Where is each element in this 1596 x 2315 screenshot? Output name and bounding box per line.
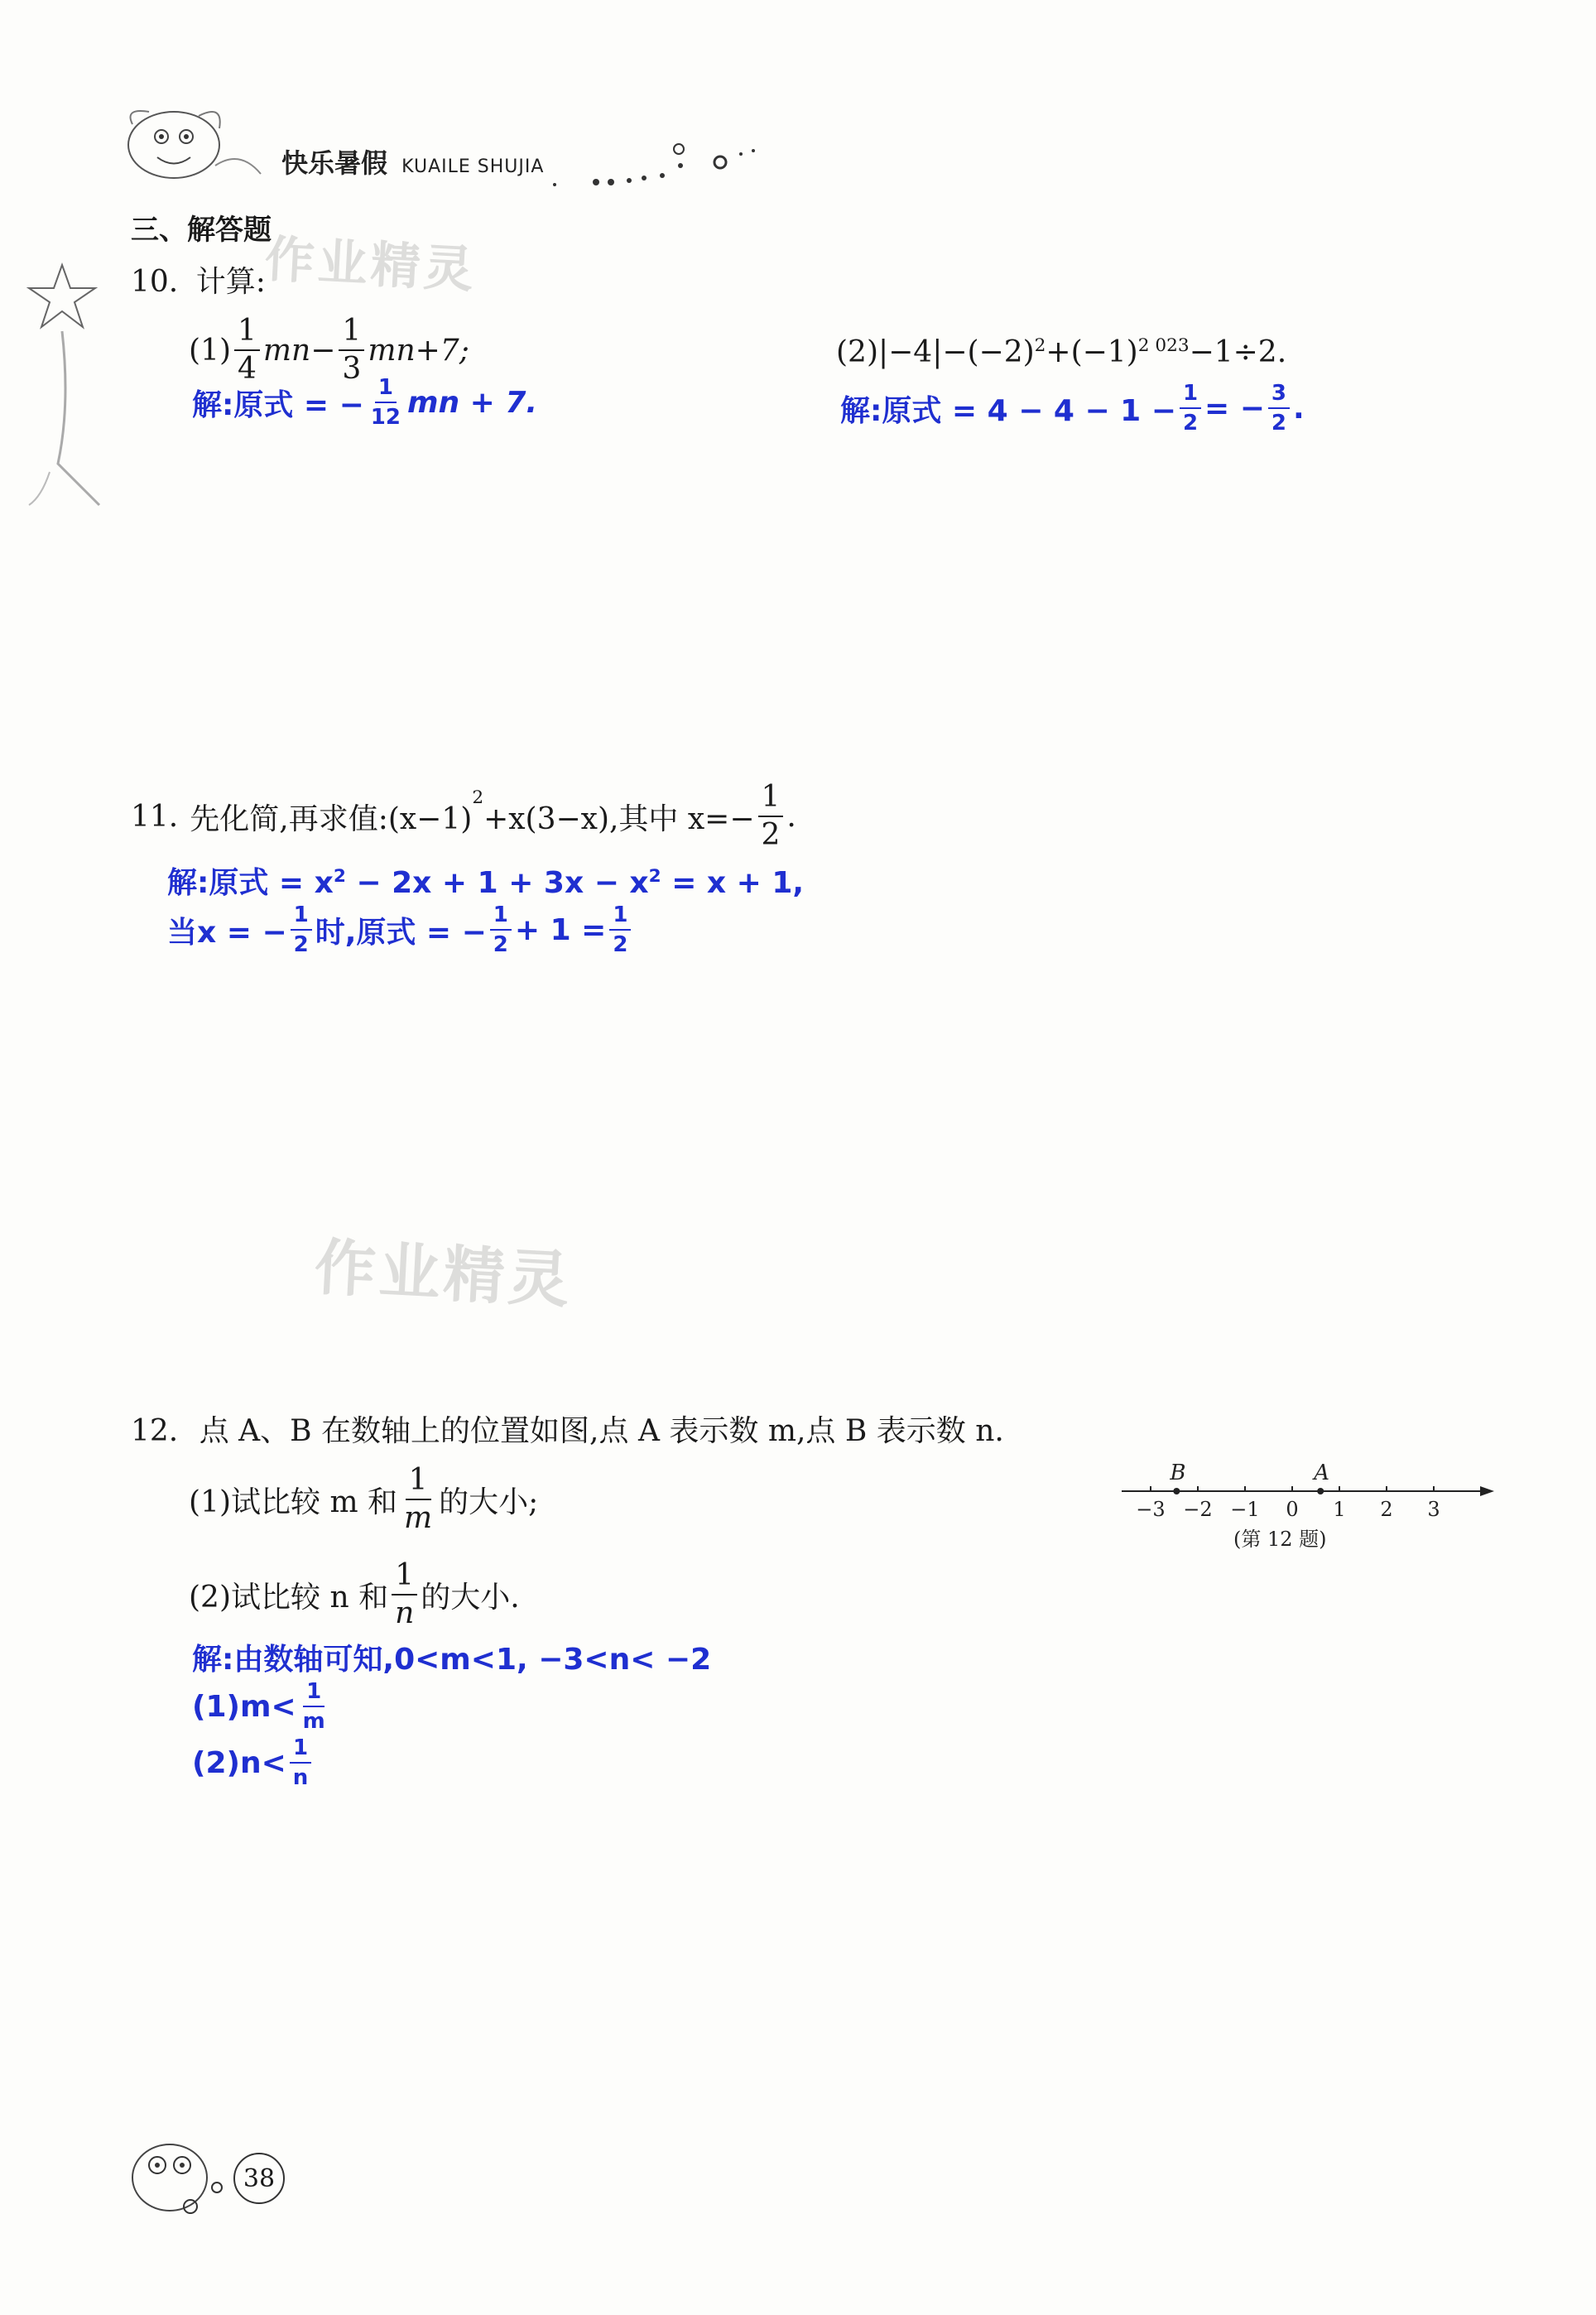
q10-p1-answer [192, 377, 537, 428]
q11-ans-l1-b: − 2x + 1 + 3x − x [345, 866, 649, 900]
tick-label: 3 [1427, 1498, 1440, 1521]
q10-number: 10. [131, 265, 179, 299]
q11-answer-line2 [167, 904, 634, 955]
q12-prompt [131, 1408, 1004, 1450]
q10-heading [131, 258, 266, 301]
header-mascot-icon [116, 99, 265, 194]
q11-answer-line1 [167, 859, 804, 902]
q12-number: 12. [131, 1414, 179, 1448]
tick-label: 2 [1380, 1498, 1393, 1521]
page-number [233, 2153, 285, 2204]
section-title: 三、解答题 [131, 214, 272, 247]
q12-p1-b: 的大小; [439, 1485, 539, 1519]
q10-p1-rest: mn+7; [368, 333, 469, 368]
q11-ans-exp2: 2 [648, 866, 661, 887]
header-title [281, 142, 544, 180]
q11-ans-exp1: 2 [333, 866, 346, 887]
q11-ans-l2-frac3: $\frac{1}{2}$ [609, 904, 631, 955]
q12-answer-line1: 解:由数轴可知,0<m<1, −3<n< −2 [192, 1643, 712, 1677]
q12-ans-p2-frac: $\frac{1}{n}$ [290, 1737, 312, 1788]
q10-p1-frac-a: $\frac{1}{4}$ [234, 316, 260, 384]
star-decoration-icon [25, 257, 108, 522]
header-title-en: KUAILE SHUJIA [401, 156, 545, 177]
watermark-middle: 作业精灵 [312, 1231, 574, 1317]
q11-ans-l1-c: = x + 1, [661, 866, 805, 900]
q10-p2-exp1: 2 [1034, 335, 1046, 356]
tick-label: −1 [1230, 1498, 1260, 1521]
label-A: A [1314, 1461, 1329, 1485]
q12-ans-p1: (1)m< [192, 1689, 296, 1724]
q11-ans-l2-b: 时,原式 = − [315, 915, 487, 950]
tick-label: −2 [1183, 1498, 1213, 1521]
q11-exp: 2 [472, 787, 484, 808]
q12-answer-part1 [192, 1681, 332, 1732]
tick-label: −3 [1136, 1498, 1166, 1521]
header-dots-decoration [546, 139, 778, 189]
page-number-text: 38 [243, 2163, 276, 2193]
q10-p2-exp2: 2 023 [1137, 335, 1190, 356]
q12-ans-p1-frac: $\frac{1}{m}$ [302, 1679, 325, 1734]
q12-p2-b: 的大小. [421, 1580, 520, 1615]
q12-p2-frac: $\frac{1}{n}$ [392, 1561, 417, 1629]
figure-caption: (第 12 题) [1233, 1528, 1327, 1551]
tick-label: 0 [1286, 1498, 1299, 1521]
q10-p2-answer-frac2: $\frac{3}{2}$ [1268, 383, 1290, 434]
q11-frac: $\frac{1}{2}$ [758, 782, 784, 850]
q10-p2-end: −1÷2. [1189, 335, 1287, 369]
q11-ans-l2-frac1: $\frac{1}{2}$ [291, 904, 312, 955]
q10-p2-label: (2) [836, 335, 878, 369]
header-title-cn: 快乐暑假 [281, 147, 388, 179]
q11-prompt-rest: +x(3−x),其中 x=− [483, 801, 755, 836]
q10-p1-label: (1) [189, 333, 231, 368]
q12-p1-frac: $\frac{1}{m}$ [404, 1463, 433, 1535]
q12-prompt-text: 点 A、B 在数轴上的位置如图,点 A 表示数 m,点 B 表示数 n. [199, 1414, 1004, 1448]
q11-number: 11. [131, 799, 179, 834]
q10-part2 [836, 335, 1286, 369]
number-line-arrow [1480, 1486, 1494, 1496]
q11-ans-l2-a: 当x = − [167, 915, 287, 950]
q10-p2-answer-end: . [1293, 391, 1305, 426]
label-B: B [1170, 1461, 1186, 1485]
footer-mascot-icon [124, 2128, 232, 2227]
q12-part2 [189, 1558, 520, 1630]
q10-p1-var1: mn [262, 333, 311, 368]
q10-p1-minus: − [310, 333, 336, 368]
q11-prompt-end: . [786, 799, 796, 834]
q12-answer-part2 [192, 1737, 315, 1788]
q12-part1 [189, 1463, 539, 1535]
q10-p2-answer-frac1: $\frac{1}{2}$ [1180, 383, 1201, 434]
q11-ans-l2-c: + 1 = [514, 912, 607, 947]
q10-p1-answer-suffix: mn + 7. [406, 385, 538, 420]
q10-p2-answer-prefix: 解:原式 = 4 − 4 − 1 − [840, 393, 1176, 428]
watermark-top: 作业精灵 [263, 230, 478, 300]
q10-p2-answer [840, 383, 1305, 434]
q10-p2-expr: |−4|−(−2) [878, 335, 1035, 369]
q12-p2-a: (2)试比较 n 和 [189, 1580, 389, 1615]
q10-p1-answer-prefix: 解:原式 = − [192, 387, 364, 422]
q10-p1-answer-frac: $\frac{1}{12}$ [370, 375, 401, 430]
q11-prompt-text: 先化简,再求值:(x−1) [190, 801, 473, 836]
point-A [1317, 1488, 1324, 1494]
q10-p1-frac-b: $\frac{1}{3}$ [339, 316, 364, 384]
q10-p2-mid: +(−1) [1046, 335, 1138, 369]
number-line-figure [1118, 1453, 1498, 1552]
q10-prompt: 计算: [195, 265, 266, 299]
q10-part1 [189, 316, 469, 384]
q11-ans-l2-frac2: $\frac{1}{2}$ [490, 904, 512, 955]
q11-ans-l1-a: 解:原式 = x [167, 866, 334, 900]
q12-ans-p2: (2)n< [192, 1745, 286, 1780]
point-B [1173, 1488, 1180, 1494]
q11-prompt [131, 782, 796, 850]
tick-label: 1 [1333, 1498, 1346, 1521]
q12-p1-a: (1)试比较 m 和 [189, 1485, 398, 1519]
q10-p2-answer-eq: = − [1204, 391, 1265, 426]
